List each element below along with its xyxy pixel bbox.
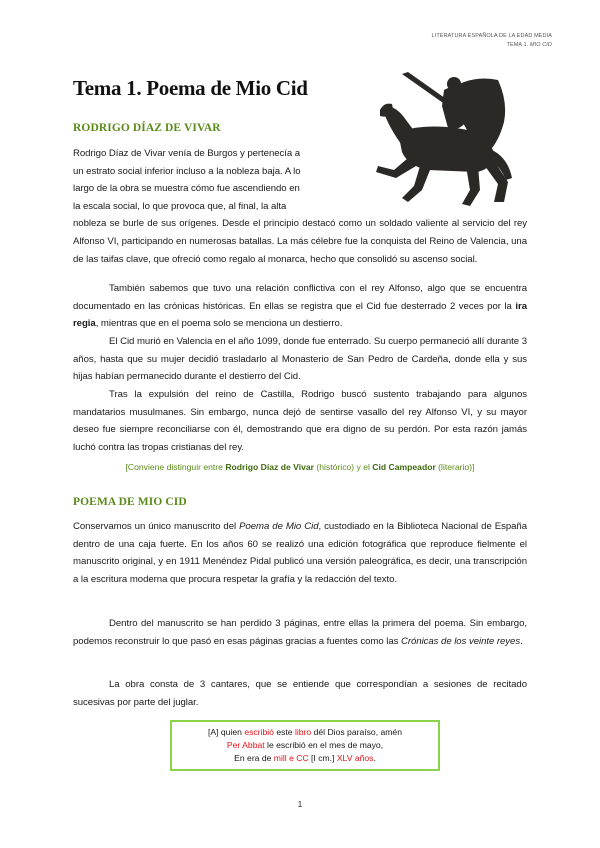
ira-regia-term: ira regia <box>73 300 527 330</box>
header-line-1: LITERATURA ESPAÑOLA DE LA EDAD MEDIA <box>431 33 552 39</box>
explicit-quote-box <box>170 720 440 771</box>
text-line: un estrato social inferior incluso a la nobleza baja. A lo <box>73 165 301 177</box>
poem-line-3: En era de mill e CC [I cm.] XLV años. <box>234 753 376 763</box>
note-distinction: [Conviene distinguir entre Rodrigo Díaz de Vivar (histórico) y el Cid Campeador (literario)] <box>125 462 475 472</box>
header-line-2: TEMA 1. MIO CID <box>506 42 552 48</box>
paragraph-muerte-cid: El Cid murió en Valencia en el año 1099, donde fue enterrado. Su cuerpo permaneció allí durante 3 años, hasta que su mujer decidió trasladarlo al Monasterio de San Pedro de Cardeña, donde ella y sus hijas habían permanecido durante el destierro del Cid. <box>73 336 527 383</box>
paragraph-manuscrito: Conservamos un único manuscrito del Poema de Mio Cid, custodiado en la Biblioteca Nacional de España dentro de una caja fuerte. En los años 60 se realizó una edición fotográfica que reproduce fielmente el manuscrito original, y en 1911 Menéndez Pidal publicó una versión paleográfica, es decir, una transcripción a la escritura moderna que procura respetar la grafía y la redacción del texto. <box>73 521 528 585</box>
wrapped-lines <box>73 145 341 215</box>
paragraph-expulsion: Tras la expulsión del reino de Castilla, Rodrigo buscó sustento trabajando para algunos mandatarios musulmanes. Sin embargo, nunca dejó de sentirse vasallo del rey Alfonso VI, y su mayor deseo fue siempre reconciliarse con él, demostrando que era digno de su perdón. Por esta razón jamás luchó contra las tropas cristianas del rey. <box>73 389 527 453</box>
paragraph-paginas-perdidas: Dentro del manuscrito se han perdido 3 páginas, entre ellas la primera del poema. Sin embargo, podemos reconstruir lo que pasó en esas páginas gracias a fuentes como las Crónicas de los veinte reyes. <box>73 618 527 647</box>
running-header <box>432 32 552 50</box>
poem-line-2: Per Abbat le escribió en el mes de mayo, <box>226 740 384 750</box>
paragraph-rodrigo-intro <box>73 145 527 268</box>
text-continuation: nobleza se burle de sus orígenes. Desde el principio destacó como un soldado valiente al servicio del rey Alfonso VI, participando en numerosas batallas. La más célebre fue la conquista del Reino de Valencia, una de las taifas clave, que ofreció como regalo al monarca, hecho que consolidó su ascenso social. <box>73 218 527 265</box>
paragraph-relacion-rey: También sabemos que tuvo una relación conflictiva con el rey Alfonso, algo que se encuentra documentado en las crónicas históricas. En ellas se registra que el Cid fue desterrado 2 veces por la ira regia, mientras que en el poema solo se menciona un destierro. <box>73 283 527 330</box>
text-line: largo de la obra se muestra cómo fue ascendiendo en <box>73 183 300 195</box>
text-line: la escala social, lo que provoca que, al final, la alta <box>73 200 287 212</box>
section-heading-rodrigo: RODRIGO DÍAZ DE VIVAR <box>73 122 221 134</box>
text-line: Rodrigo Díaz de Vivar venía de Burgos y pertenecía a <box>73 148 301 159</box>
paragraph-cantares: La obra consta de 3 cantares, que se entiende que correspondían a sesiones de recitado sucesivas por parte del juglar. <box>73 679 527 708</box>
page-number: 1 <box>297 800 303 809</box>
page-title: Tema 1. Poema de Mio Cid <box>73 76 308 100</box>
poem-line-1: [A] quien escribió este libro dél Dios paraíso, amén <box>208 727 402 737</box>
section-heading-poema: POEMA DE MIO CID <box>73 496 187 508</box>
